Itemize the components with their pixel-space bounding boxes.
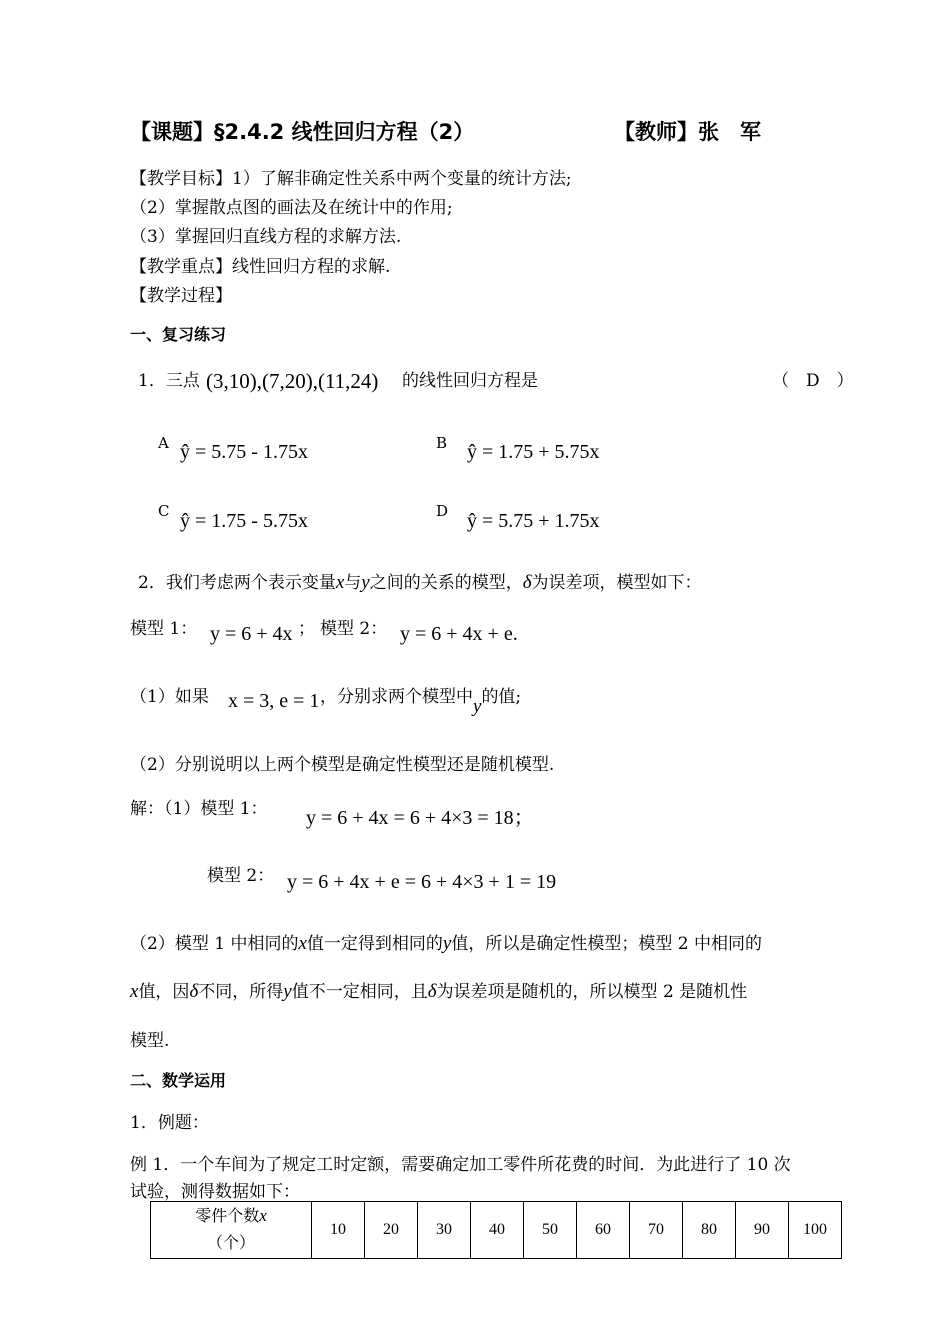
q2-part1-rest: ，分别求两个模型中y的值; [320, 687, 522, 717]
data-table [150, 1201, 842, 1259]
section-review-heading: 一、复习练习 [130, 325, 227, 344]
model2-formula: y = 6 + 4x + e. [400, 623, 518, 645]
explanation-line-3: 模型. [130, 1031, 170, 1051]
q1-points: (3,10),(7,20),(11,24) [206, 369, 379, 393]
example1-line-1: 例 1．一个车间为了规定工时定额，需要确定加工零件所花费的时间．为此进行了 10 次 [130, 1155, 791, 1175]
option-a-formula: ŷ = 5.75 - 1.75x [180, 441, 308, 463]
option-d-letter: D [436, 502, 449, 520]
table-cell: 20 [365, 1202, 418, 1259]
option-b-letter: B [436, 434, 448, 452]
q2-part1-formula: x = 3, e = 1 [228, 690, 320, 712]
table-cell: 60 [577, 1202, 630, 1259]
option-b-formula: ŷ = 1.75 + 5.75x [467, 441, 600, 463]
q1-prefix: 1．三点 [138, 371, 200, 391]
solution-model2-label: 模型 2： [207, 866, 275, 886]
q2-line1: 2．我们考虑两个表示变量x与y之间的关系的模型，δ为误差项，模型如下： [138, 572, 702, 593]
teaching-goal-1: 【教学目标】1）了解非确定性关系中两个变量的统计方法; [130, 169, 572, 189]
table-cell: 40 [471, 1202, 524, 1259]
option-d-formula: ŷ = 5.75 + 1.75x [467, 510, 600, 532]
table-cell: 30 [418, 1202, 471, 1259]
model2-label: 模型 2： [320, 619, 388, 639]
solution-model1-formula: y = 6 + 4x = 6 + 4×3 = 18； [306, 807, 534, 829]
table-cell: 10 [312, 1202, 365, 1259]
teaching-key-point: 【教学重点】线性回归方程的求解. [130, 257, 391, 277]
q1-answer: （ D ） [772, 371, 854, 391]
teaching-goal-3: （3）掌握回归直线方程的求解方法. [130, 227, 402, 247]
table-cell: 80 [683, 1202, 736, 1259]
q1-suffix: 的线性回归方程是 [402, 371, 538, 391]
solution-label: 解：（1）模型 1： [130, 799, 268, 819]
option-a-letter: A [158, 434, 169, 452]
examples-label: 1．例题： [130, 1113, 209, 1133]
table-header-cell: 零件个数x （个） [151, 1202, 312, 1259]
teaching-process: 【教学过程】 [130, 286, 232, 306]
teacher-name: 【教师】张 军 [614, 120, 761, 144]
explanation-line-2: x值，因δ不同，所得y值不一定相同，且δ为误差项是随机的，所以模型 2 是随机性 [130, 981, 748, 1002]
q2-part1: （1）如果 [130, 687, 209, 707]
teaching-goal-2: （2）掌握散点图的画法及在统计中的作用; [130, 198, 453, 218]
table-cell: 50 [524, 1202, 577, 1259]
table-cell: 90 [736, 1202, 789, 1259]
q2-part2: （2）分别说明以上两个模型是确定性模型还是随机模型. [130, 755, 555, 775]
section-application-heading: 二、数学运用 [130, 1071, 227, 1090]
option-c-formula: ŷ = 1.75 - 5.75x [180, 510, 308, 532]
model-separator: ； [298, 619, 315, 639]
lesson-title: 【课题】§2.4.2 线性回归方程（2） [130, 120, 475, 144]
table-cell: 100 [789, 1202, 842, 1259]
table-cell: 70 [630, 1202, 683, 1259]
solution-model2-formula: y = 6 + 4x + e = 6 + 4×3 + 1 = 19 [287, 871, 557, 893]
table-row [151, 1202, 842, 1259]
example1-line-2: 试验，测得数据如下： [130, 1182, 300, 1202]
model1-formula: y = 6 + 4x [210, 623, 293, 645]
explanation-line-1: （2）模型 1 中相同的x值一定得到相同的y值，所以是确定性模型；模型 2 中相同的 [130, 933, 762, 954]
option-c-letter: C [158, 502, 170, 520]
model1-label: 模型 1： [130, 619, 198, 639]
